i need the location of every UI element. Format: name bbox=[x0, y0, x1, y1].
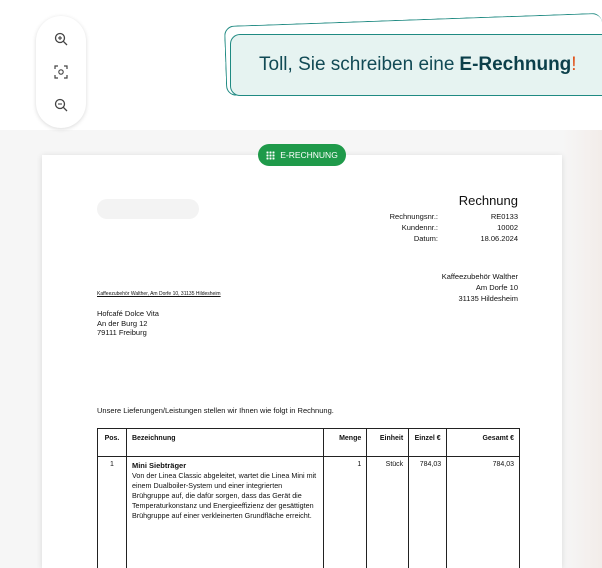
cell-desc bbox=[126, 457, 323, 568]
seller-street: Am Dorfe 10 bbox=[475, 283, 518, 292]
zoom-toolbar bbox=[36, 16, 86, 128]
seller-address bbox=[442, 271, 518, 304]
meta-value: 10002 bbox=[497, 223, 518, 232]
logo-placeholder bbox=[97, 199, 199, 219]
meta-value: 18.06.2024 bbox=[480, 234, 518, 243]
meta-value: RE0133 bbox=[490, 212, 518, 221]
cell-unit: Stück bbox=[367, 457, 409, 568]
cell-price: 784,03 bbox=[409, 457, 447, 568]
cell-total: 784,03 bbox=[447, 457, 520, 568]
invoice-document bbox=[42, 155, 562, 568]
grid-icon bbox=[266, 151, 275, 160]
item-description: Von der Linea Classic abgeleitet, wartet die Linea Mini mit einem Dualboiler-System und einer integrierten Brühgruppe auf, die dafür sorgen, dass das Gerät die Temperaturkonstanz und Energieeffizienz der gesättigten Brühgruppe auf einer verkleinerten Grundfläche erreicht. bbox=[131, 471, 317, 520]
fit-to-screen-icon[interactable] bbox=[46, 57, 76, 87]
meta-key: Datum: bbox=[413, 234, 438, 243]
items-table bbox=[97, 428, 520, 568]
meta-row bbox=[368, 211, 518, 222]
header-unit: Einheit bbox=[367, 429, 409, 457]
e-invoice-badge bbox=[258, 144, 346, 166]
invoice-title: Rechnung bbox=[458, 193, 518, 208]
sender-line: Kaffeezubehör Walther, Am Dorfe 10, 31135 Hildesheim bbox=[97, 291, 221, 297]
meta-key: Rechnungsnr.: bbox=[389, 212, 438, 221]
header-pos: Pos. bbox=[98, 429, 127, 457]
table-row bbox=[98, 457, 520, 568]
cell-qty: 1 bbox=[324, 457, 367, 568]
banner-suffix: ! bbox=[571, 54, 577, 75]
recipient-street: An der Burg 12 bbox=[97, 318, 148, 328]
recipient-name: Hofcafé Dolce Vita bbox=[97, 309, 159, 318]
header-qty: Menge bbox=[324, 429, 367, 457]
seller-city: 31135 Hildesheim bbox=[458, 294, 518, 303]
edge-decoration bbox=[562, 130, 602, 568]
seller-name: Kaffeezubehör Walther bbox=[441, 272, 518, 281]
meta-row bbox=[368, 222, 518, 233]
recipient-city: 79111 Freiburg bbox=[97, 328, 147, 337]
intro-text: Unsere Lieferungen/Leistungen stellen wir Ihnen wie folgt in Rechnung. bbox=[97, 406, 334, 415]
table-header-row bbox=[98, 429, 520, 457]
invoice-meta bbox=[368, 211, 518, 244]
zoom-out-icon[interactable] bbox=[46, 90, 76, 120]
zoom-in-icon[interactable] bbox=[46, 24, 76, 54]
badge-label: E-RECHNUNG bbox=[280, 150, 338, 160]
recipient-address bbox=[97, 309, 159, 338]
item-name: Mini Siebträger bbox=[131, 461, 187, 470]
header-price: Einzel € bbox=[409, 429, 447, 457]
banner-highlight: E-Rechnung bbox=[459, 54, 572, 75]
banner-message bbox=[230, 34, 602, 96]
header-total: Gesamt € bbox=[447, 429, 520, 457]
header-desc: Bezeichnung bbox=[126, 429, 323, 457]
meta-key: Kundennr.: bbox=[401, 223, 438, 232]
cell-pos: 1 bbox=[98, 457, 127, 568]
meta-row bbox=[368, 233, 518, 244]
e-invoice-banner bbox=[224, 26, 602, 98]
banner-prefix: Toll, Sie schreiben eine bbox=[259, 54, 455, 75]
